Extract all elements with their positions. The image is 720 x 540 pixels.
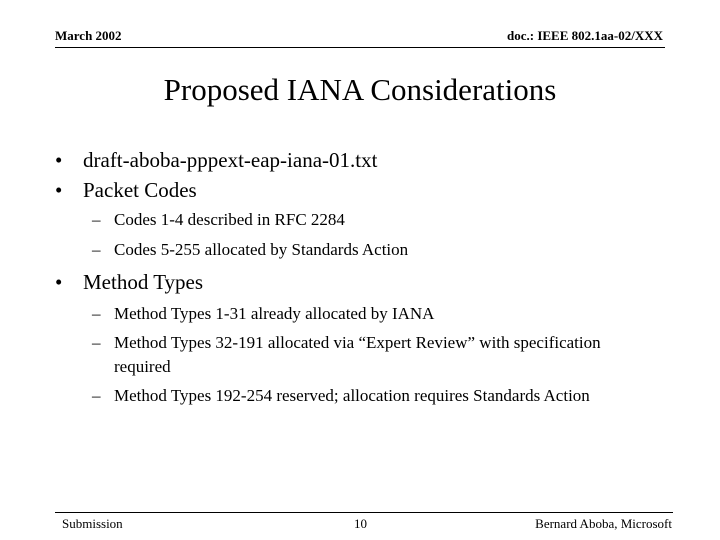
header-rule <box>55 47 665 48</box>
bullet-glyph: • <box>55 178 63 202</box>
dash-glyph: – <box>92 386 101 405</box>
bullet-text: Method Types <box>83 270 204 294</box>
footer-submission: Submission <box>62 516 123 531</box>
slide-title: Proposed IANA Considerations <box>163 72 557 107</box>
bullet-text: Packet Codes <box>83 178 197 202</box>
dash-glyph: – <box>92 304 101 323</box>
dash-glyph: – <box>92 240 101 259</box>
header-date: March 2002 <box>55 28 122 43</box>
bullet-glyph: • <box>55 270 63 294</box>
sub-bullet-text: Method Types 1-31 already allocated by IANA <box>114 304 435 323</box>
sub-bullet-text: Method Types 192-254 reserved; allocation requires Standards Action <box>114 386 590 405</box>
header-doc-id: doc.: IEEE 802.1aa-02/XXX <box>506 28 663 43</box>
bullet-item <box>55 178 197 203</box>
sub-bullet-item <box>92 208 674 232</box>
footer-rule <box>55 512 673 513</box>
dash-glyph: – <box>92 210 101 229</box>
dash-glyph: – <box>92 333 101 352</box>
sub-bullet-text: Codes 1-4 described in RFC 2284 <box>114 210 345 229</box>
sub-bullet-item <box>92 331 604 379</box>
bullet-item <box>55 148 378 173</box>
footer-page-number: 10 <box>354 516 367 531</box>
sub-bullet-text: Method Types 32-191 allocated via “Expert Review” with specification required <box>114 333 601 376</box>
bullet-item <box>55 270 204 295</box>
sub-bullet-item <box>92 302 674 326</box>
sub-bullet-item <box>92 238 674 262</box>
bullet-text: draft-aboba-pppext-eap-iana-01.txt <box>83 148 378 172</box>
bullet-glyph: • <box>55 148 63 172</box>
sub-bullet-item <box>92 384 644 408</box>
footer-author: Bernard Aboba, Microsoft <box>535 516 672 531</box>
sub-bullet-text: Codes 5-255 allocated by Standards Action <box>114 240 409 259</box>
